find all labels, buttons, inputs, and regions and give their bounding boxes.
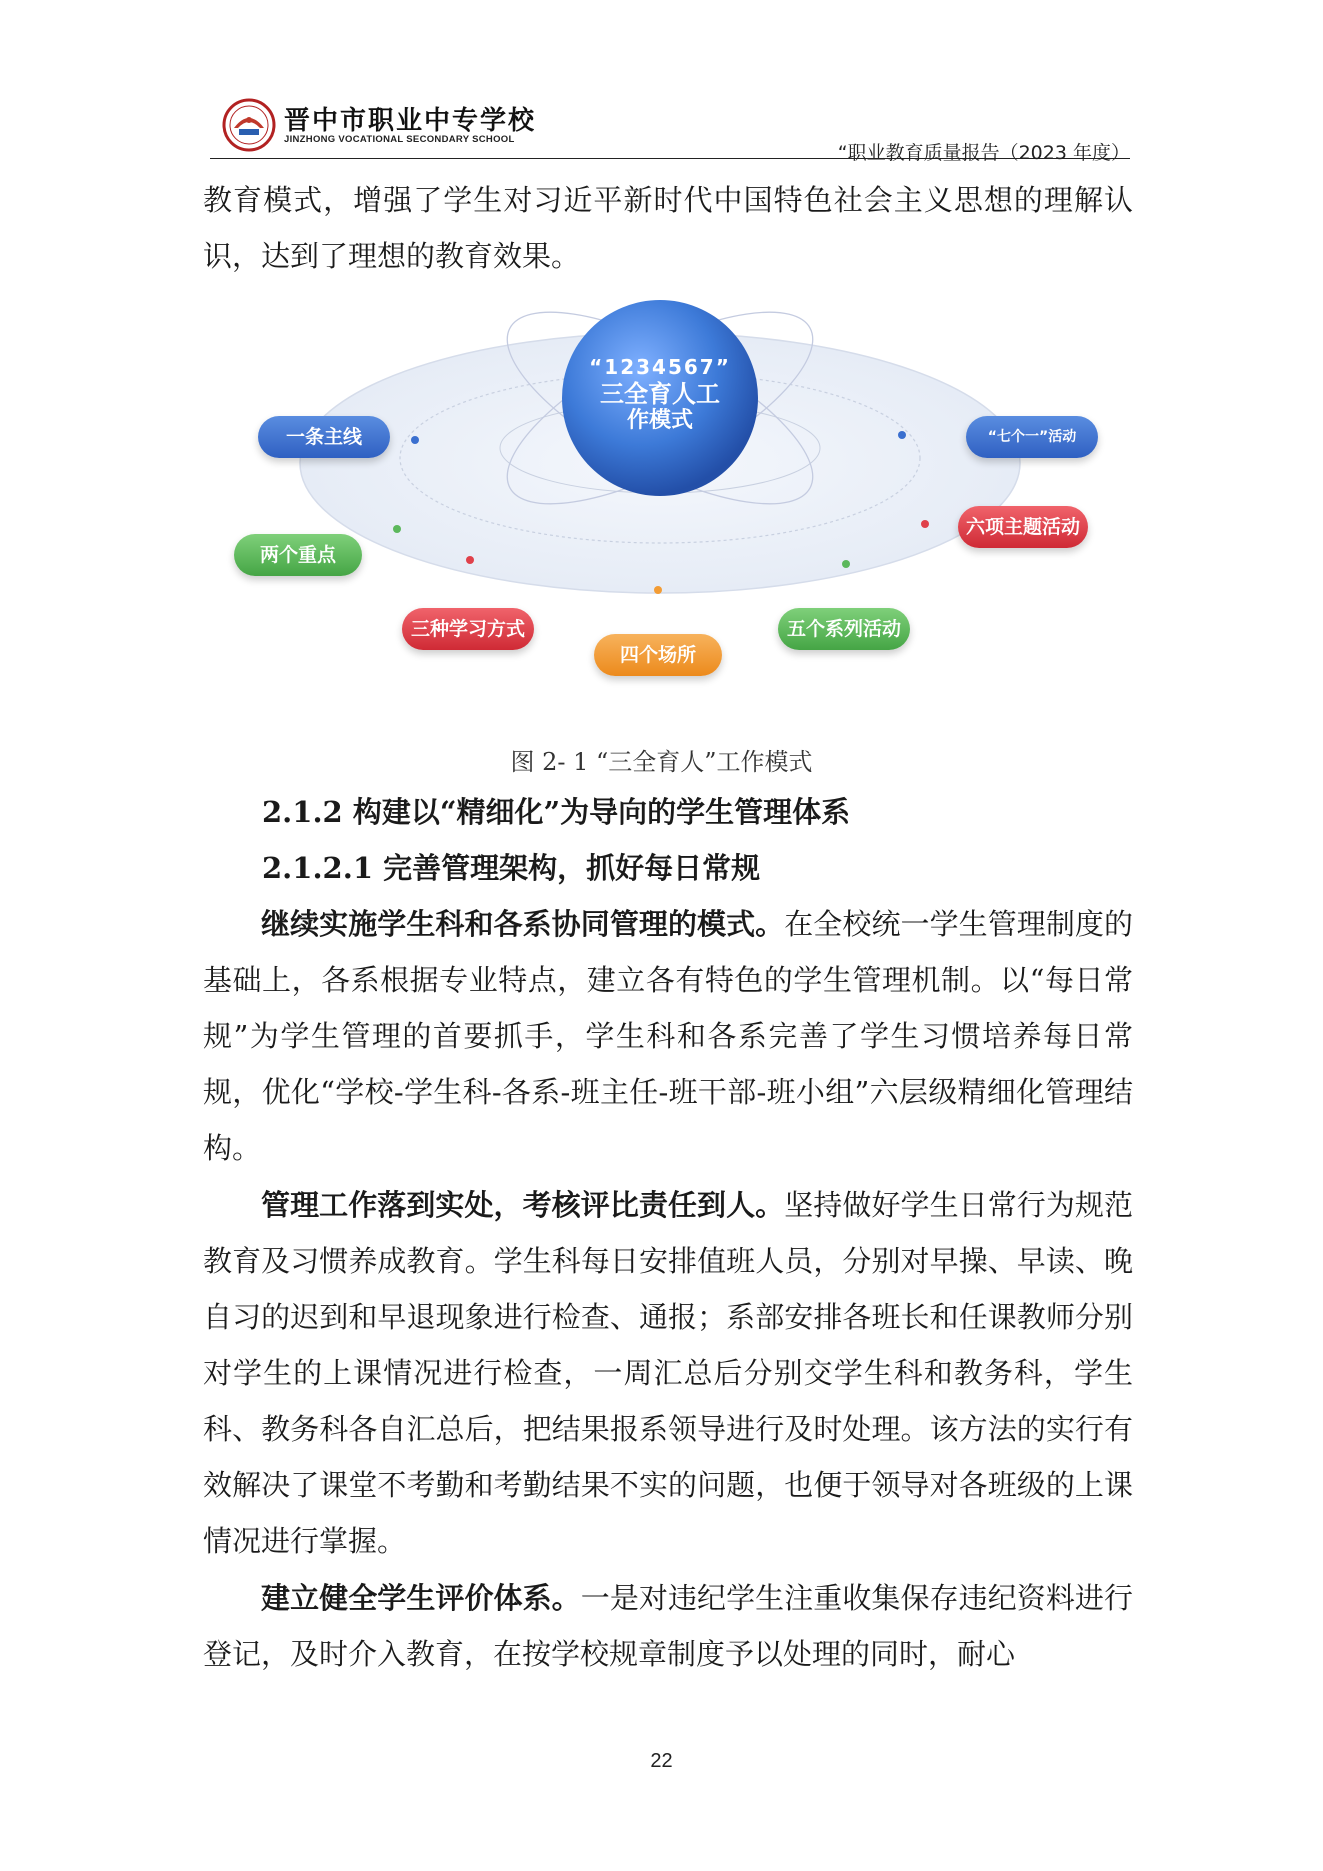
intro-paragraph: 教育模式，增强了学生对习近平新时代中国特色社会主义思想的理解认识，达到了理想的教育效果。 xyxy=(203,183,1133,273)
item-two-key-points: 两个重点 xyxy=(234,534,362,576)
paragraph-evaluation-system xyxy=(203,1570,1133,1682)
center-line1: 三全育人工 xyxy=(600,380,720,408)
paragraph-body: 在全校统一学生管理制度的基础上，各系根据专业特点，建立各有特色的学生管理机制。以“每日常规”为学生管理的首要抓手，学生科和各系完善了学生习惯培养每日常规，优化“学校-学生科-各系-班主任-班干部-班小组”六层级精细化管理结构。 xyxy=(203,907,1133,1165)
subsection-heading: 2.1.2.1 完善管理架构，抓好每日常规 xyxy=(262,851,761,885)
paragraph-body: 坚持做好学生日常行为规范教育及习惯养成教育。学生科每日安排值班人员，分别对早操、早读、晚自习的迟到和早退现象进行检查、通报；系部安排各班长和任课教师分别对学生的上课情况进行检查，一周汇总后分别交学生科和教务科，学生科、教务科各自汇总后，把结果报系领导进行及时处理。该方法的实行有效解决了课堂不考勤和考勤结果不实的问题，也便于领导对各班级的上课情况进行掌握。 xyxy=(203,1188,1133,1558)
item-six-theme-activities: 六项主题活动 xyxy=(958,506,1088,548)
center-line2: 作模式 xyxy=(626,408,693,433)
item-seven-activities: “七个一”活动 xyxy=(966,416,1098,458)
item-three-learning-methods: 三种学习方式 xyxy=(402,608,534,650)
paragraph-lead: 建立健全学生评价体系。 xyxy=(261,1581,581,1615)
paragraph-lead: 管理工作落到实处，考核评比责任到人。 xyxy=(261,1188,785,1222)
school-name-cn: 晋中市职业中专学校 xyxy=(284,106,537,136)
center-quote: “1234567” xyxy=(589,355,731,379)
item-one-main-line: 一条主线 xyxy=(258,416,390,458)
report-title: “职业教育质量报告（2023 年度） xyxy=(837,142,1130,164)
center-sphere-text xyxy=(562,354,758,434)
paragraph-lead: 继续实施学生科和各系协同管理的模式。 xyxy=(261,907,785,941)
paragraph-collaborative-management xyxy=(203,896,1133,1176)
paragraph-body: 一是对违纪学生注重收集保存违纪资料进行登记，及时介入教育，在按学校规章制度予以处理的同时，耐心 xyxy=(203,1581,1133,1671)
page-number: 22 xyxy=(650,1750,673,1772)
item-five-series-activities: 五个系列活动 xyxy=(778,608,910,650)
header-divider xyxy=(210,158,1130,159)
page-header xyxy=(210,86,1130,162)
section-heading: 2.1.2 构建以“精细化”为导向的学生管理体系 xyxy=(262,795,851,829)
figure-caption: 图 2- 1 “三全育人”工作模式 xyxy=(510,748,813,776)
paragraph-responsibility xyxy=(203,1177,1133,1569)
sanquan-diagram xyxy=(210,298,1110,738)
item-four-places: 四个场所 xyxy=(594,634,722,676)
school-logo-icon xyxy=(222,98,276,152)
school-name-en: JINZHONG VOCATIONAL SECONDARY SCHOOL xyxy=(284,134,515,145)
